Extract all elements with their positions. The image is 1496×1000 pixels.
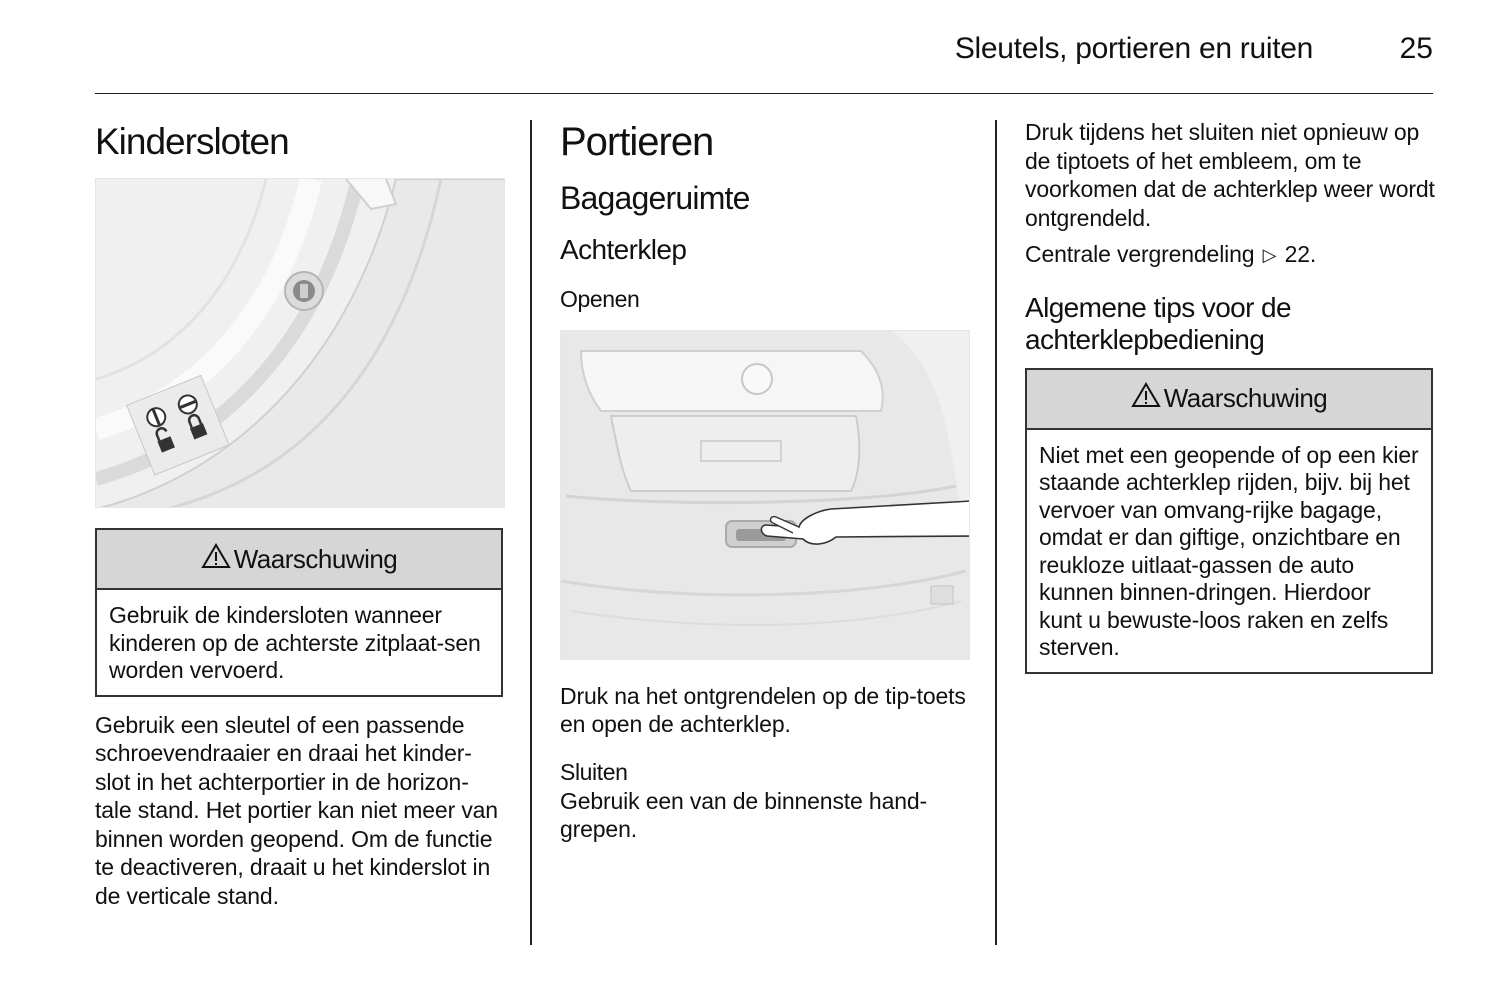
heading-line-1: Algemene tips voor de [1025, 291, 1292, 323]
warning-text: Gebruik de kindersloten wanneer kinderen op de achterste zitplaat-sen worden vervoerd. [109, 602, 481, 684]
heading-kindersloten: Kindersloten [95, 121, 289, 162]
cross-reference [1025, 240, 1435, 270]
heading-bagageruimte: Bagageruimte [560, 180, 750, 216]
intro-text: Druk tijdens het sluiten niet opnieuw op de tiptoets of het embleem, om te voorkomen dat de achterklep weer wordt ontgrendeld. [1025, 119, 1435, 231]
column-tips [1025, 118, 1435, 674]
column-kindersloten [95, 118, 505, 910]
warning-text: Niet met een geopende of op een kier staande achterklep rijden, bijv. bij het vervoer van omvang-rijke bagage, omdat er dan giftige, onzichtbare en reukloze uitlaat-gassen de auto kunnen binnen-dringen. Hierdoor kunt u bewuste-loos raken en zelfs sterven. [1039, 441, 1419, 660]
heading-algemene-tips [1025, 292, 1435, 356]
warning-triangle-icon [201, 543, 231, 576]
page-header [95, 28, 1433, 94]
heading-sluiten: Sluiten [560, 758, 628, 785]
heading-portieren: Portieren [560, 120, 714, 164]
column-portieren [560, 118, 970, 844]
heading-line-2: achterklepbediening [1025, 323, 1265, 355]
heading-achterklep: Achterklep [560, 233, 687, 265]
door-edge-drawing [96, 179, 505, 508]
tailgate-illustration [560, 330, 970, 660]
page-reference-arrow-icon: ▷ [1262, 245, 1277, 265]
column-divider-1 [530, 120, 532, 945]
sluiten-text: Gebruik een van de binnenste hand-grepen. [560, 787, 927, 843]
page-number: 25 [1399, 32, 1433, 65]
child-lock-illustration [95, 178, 505, 508]
openen-text: Druk na het ontgrendelen op de tip-toets en open de achterklep. [560, 682, 966, 738]
heading-openen: Openen [560, 286, 640, 313]
warning-title: Waarschuwing [233, 543, 398, 574]
kindersloten-body: Gebruik een sleutel of een passende schroevendraaier en draai het kinder-slot in het achterportier in de horizon-tale stand. Het portier kan niet meer van binnen worden geopend. Om de functie te deactiveren, draait u het kinderslot in de verticale stand. [95, 711, 498, 909]
warning-title: Waarschuwing [1163, 383, 1328, 413]
warning-header [97, 530, 501, 590]
warning-triangle-icon [1131, 382, 1161, 415]
warning-box-achterklep [1025, 368, 1433, 674]
column-divider-2 [995, 120, 997, 945]
warning-header [1027, 370, 1431, 430]
tailgate-drawing [561, 331, 970, 660]
reference-label: Centrale vergrendeling [1025, 241, 1255, 267]
warning-box-kindersloten [95, 528, 503, 697]
reference-page[interactable]: 22. [1284, 241, 1317, 267]
chapter-title: Sleutels, portieren en ruiten [954, 32, 1313, 65]
